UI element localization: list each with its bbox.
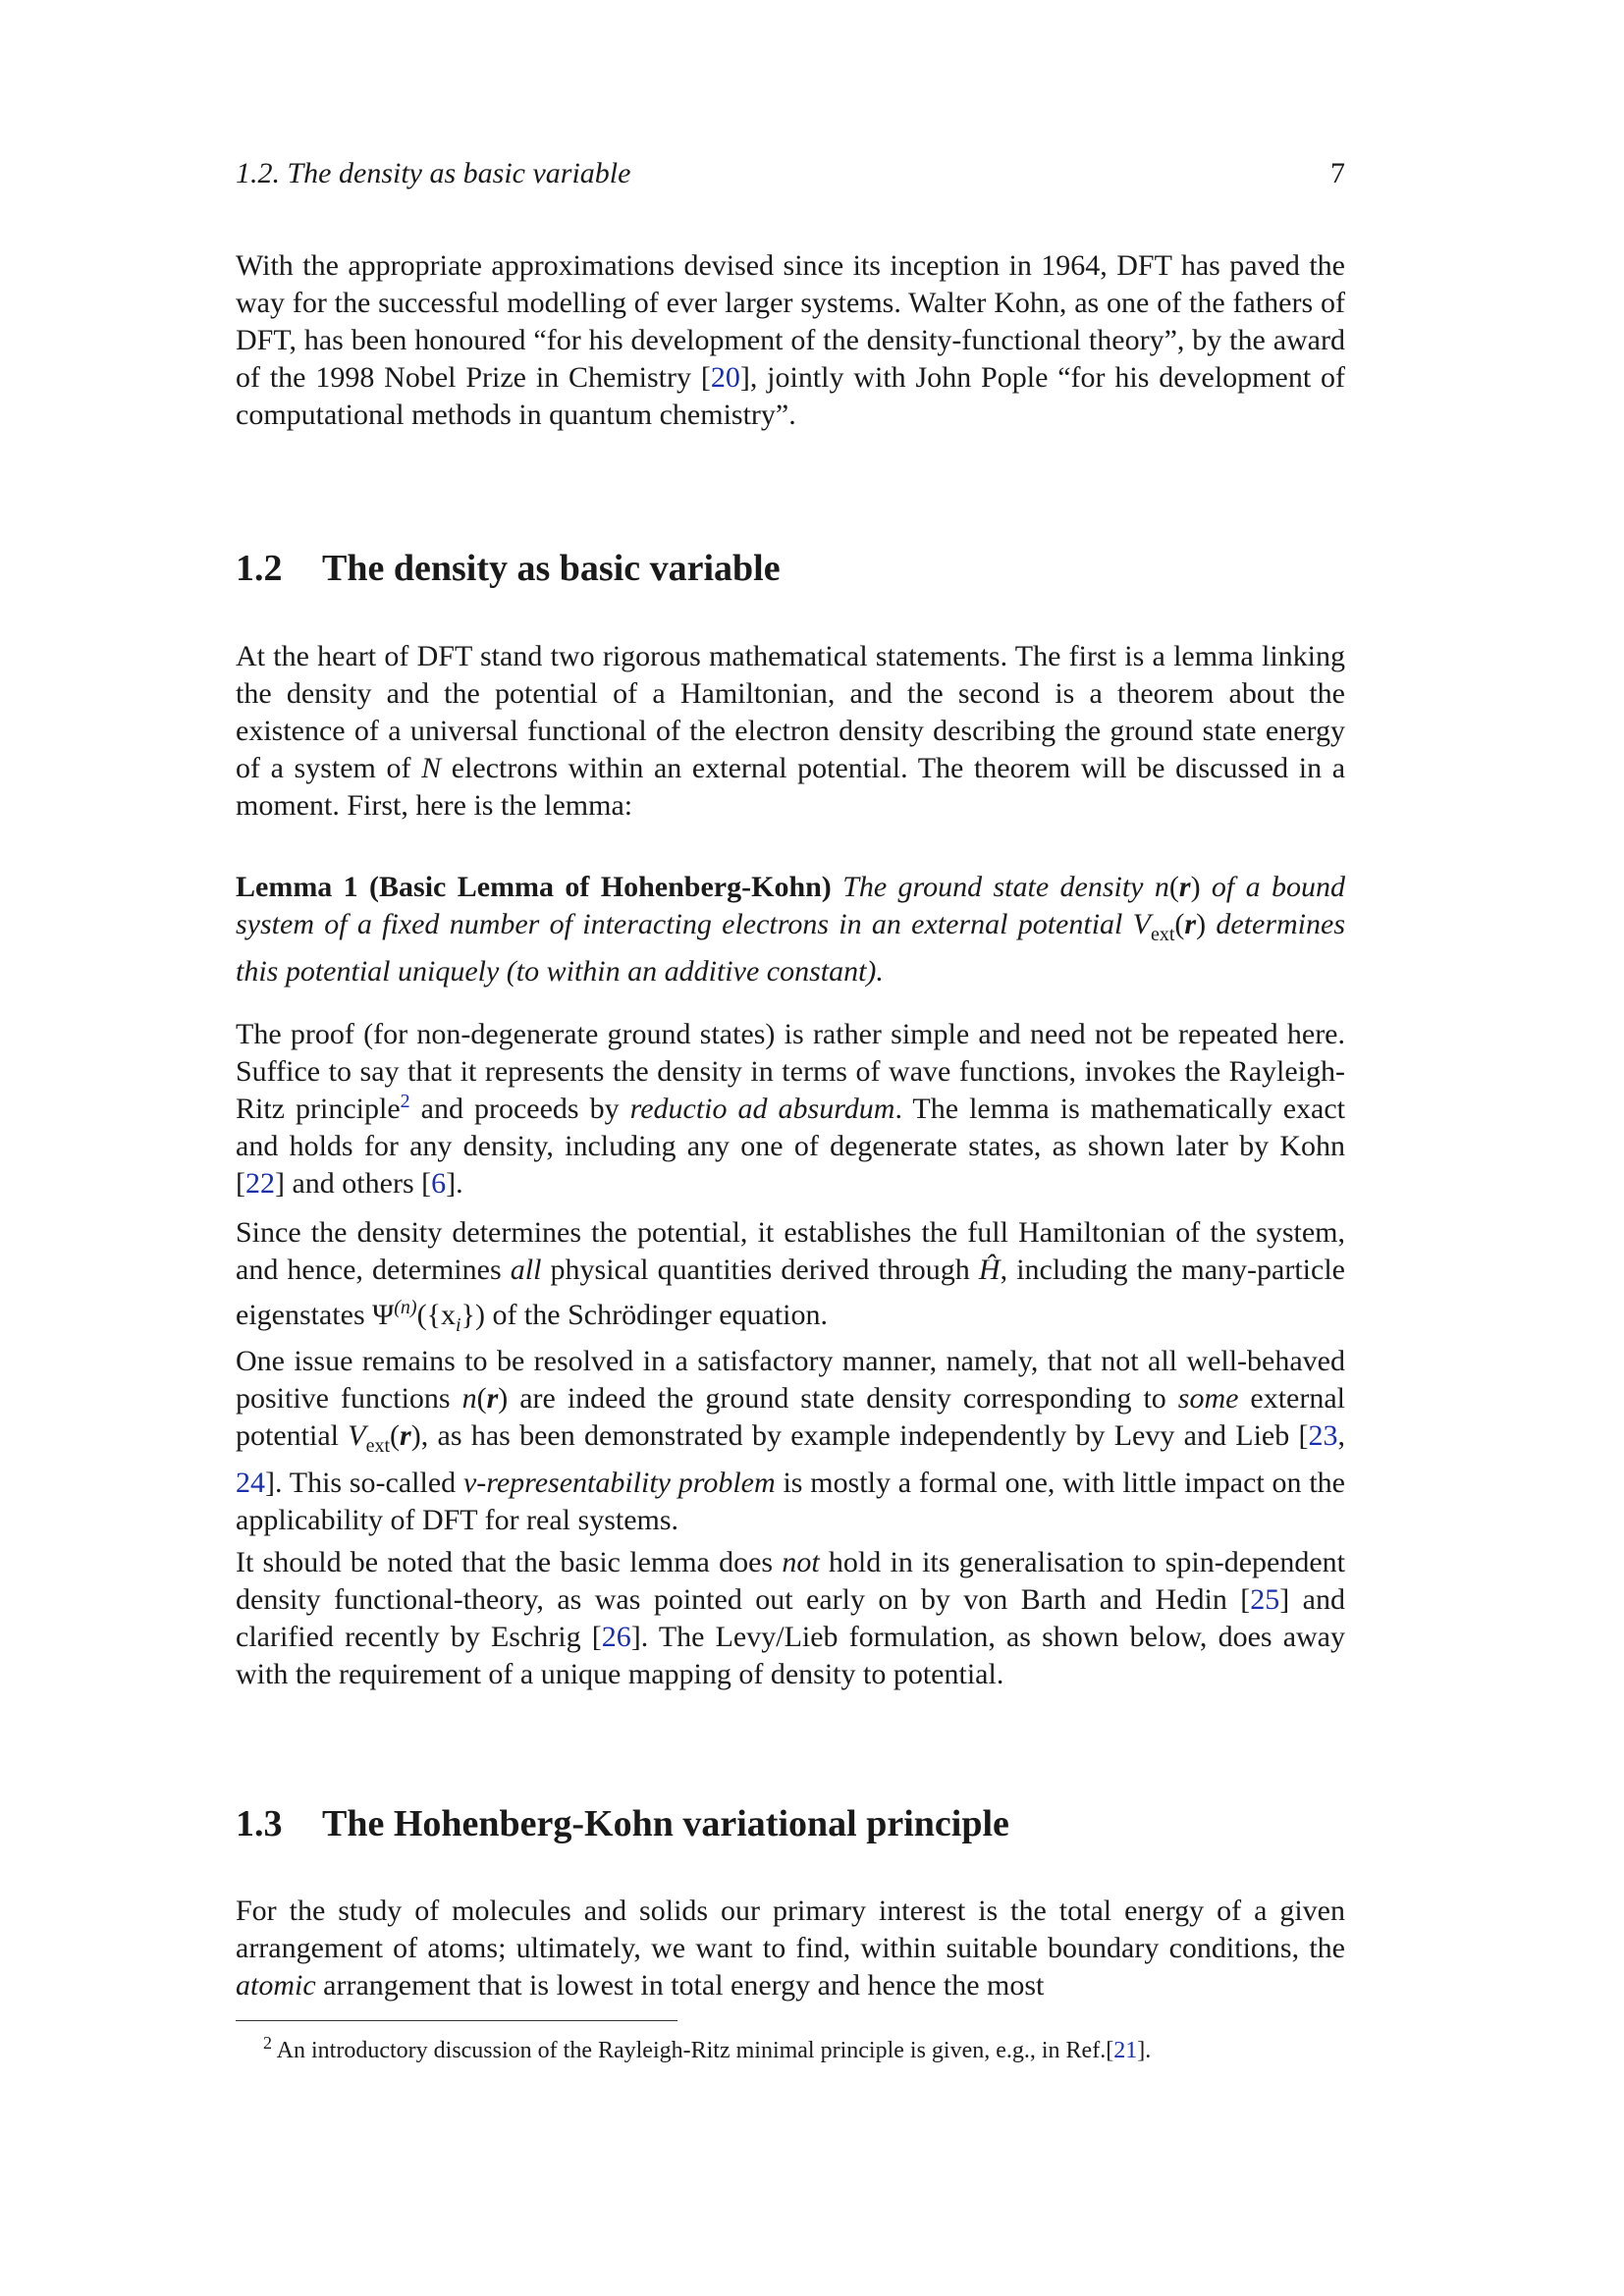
lemma-heading: Lemma 1 (Basic Lemma of Hohenberg-Kohn) [236,871,832,903]
section-number: 1.3 [236,1803,283,1844]
section-title: The Hohenberg-Kohn variational principle [322,1803,1009,1844]
intro-paragraph: With the appropriate approximations devised since its inception in 1964, DFT has paved the way for the successful modelling of ever larger systems. Walter Kohn, as one of the fathers of DFT, has been honoured “for his development of the density-functional theory”, by the award of the 1998 Nobel Prize in Chemistry [20], jointly with John Pople “for his development of computational methods in quantum chemistry”. [236,249,1345,431]
page-number: 7 [1330,157,1345,189]
citation-22[interactable]: 22 [245,1167,275,1200]
citation-20[interactable]: 20 [710,361,740,394]
section-title: The density as basic variable [322,548,781,589]
section-heading-1-2 [236,546,1345,591]
footnote-rule [236,2020,677,2021]
lemma-1 [236,869,1345,990]
math-N: N [421,752,442,784]
math-psi: Ψ [372,1299,395,1331]
paragraph-proof: The proof (for non-degenerate ground states) is rather simple and need not be repeated here. Suffice to say that it represents the density in terms of wave functions, invokes the Rayleigh-Ritz principle$^2$ and proceeds by reductio ad absurdum. The lemma is mathematically exact and holds for any density, including any one of degenerate states, as shown later by Kohn [22] and others [6]. [236,1018,1345,1200]
running-header-title: 1.2. The density as basic variable [236,157,631,189]
math-hamiltonian: Ĥ [978,1254,1001,1286]
citation-25[interactable]: 25 [1250,1583,1280,1616]
lemma-statement: The ground state density n(r) of a bound system of a fixed number of interacting electrons in an external potential $V_{ext}(r)$ determines this potential uniquely (to within an additive constant). [236,871,1346,988]
citation-23[interactable]: 23 [1308,1419,1338,1452]
paragraph-total-energy: For the study of molecules and solids our primary interest is the total energy of a given arrangement of atoms; ultimately, we want to find, within suitable boundary conditions, the atomic arrangement that is lowest in total energy and hence the most [236,1895,1345,2002]
paragraph-v-representability: One issue remains to be resolved in a satisfactory manner, namely, that not all well-behaved positive functions n(r) are indeed the ground state density corresponding to some external potential $V_{ext}(r)$, as has been demonstrated by example independently by Levy and Lieb [23, 24]. This so-called v-representability problem is mostly a formal one, with little impact on the applicability of DFT for real systems. [236,1345,1345,1536]
paragraph-spin-dependent: It should be noted that the basic lemma does not hold in its generalisation to spin-dependent density functional-theory, as was pointed out early on by von Barth and Hedin [25] and clarified recently by Eschrig [26]. The Levy/Lieb formulation, as shown below, does away with the requirement of a unique mapping of density to potential. [236,1546,1346,1690]
section-number: 1.2 [236,548,283,589]
footnote-mark-2[interactable]: 2 [400,1091,410,1112]
citation-21[interactable]: 21 [1113,2038,1138,2063]
paragraph-hamiltonian: Since the density determines the potential, it establishes the full Hamiltonian of the system, and hence, determines all physical quantities derived through Ĥ, including the many-particle eigenstates $\Psi^{(n)}(\{x_i\})$ of the Schrödinger equation. [236,1216,1345,1336]
citation-6[interactable]: 6 [431,1167,447,1200]
footnote-2: $^2$ An introductory discussion of the Rayleigh-Ritz minimal principle is given, e.g., in Ref.[21]. [263,2033,1152,2063]
running-header [236,157,1345,196]
citation-26[interactable]: 26 [601,1621,631,1653]
footnote-number: 2 [263,2033,272,2053]
section-heading-1-3 [236,1801,1345,1846]
paragraph-dft-statements: At the heart of DFT stand two rigorous mathematical statements. The first is a lemma linking the density and the potential of a Hamiltonian, and the second is a theorem about the existence of a universal functional of the electron density describing the ground state energy of a system of N electrons within an external potential. The theorem will be discussed in a moment. First, here is the lemma: [236,640,1346,822]
citation-24[interactable]: 24 [236,1467,265,1499]
